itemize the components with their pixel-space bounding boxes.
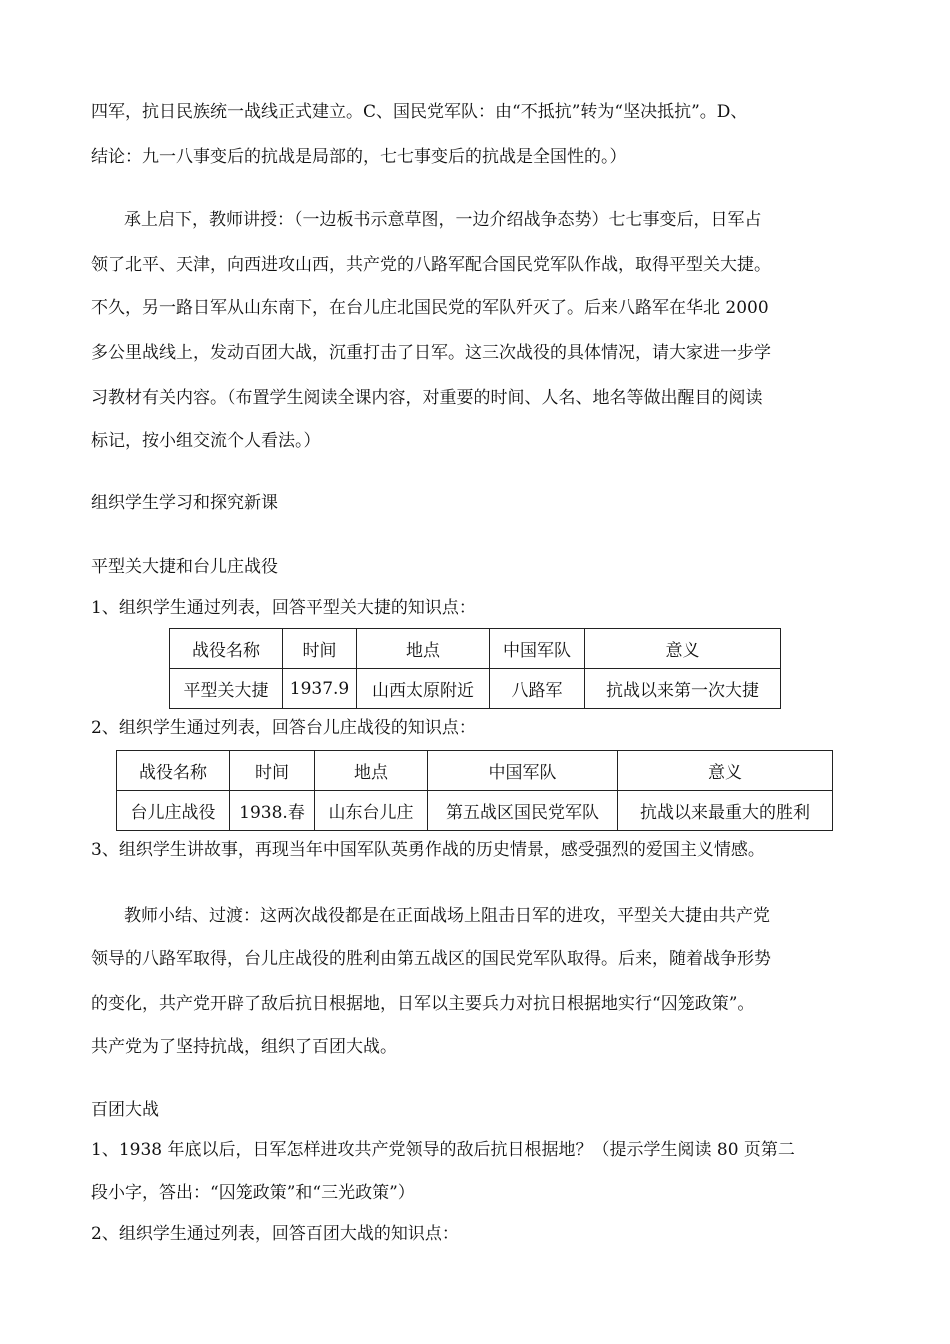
table-header-cell: 时间	[230, 751, 315, 791]
table-cell: 台儿庄战役	[117, 791, 230, 831]
table-cell: 平型关大捷	[170, 669, 283, 709]
list-item-1: 1、组织学生通过列表，回答平型关大捷的知识点：	[91, 598, 476, 618]
paragraph-line: 不久，另一路日军从山东南下，在台儿庄北国民党的军队歼灭了。后来八路军在华北 2000	[91, 298, 769, 318]
table-cell: 抗战以来第一次大捷	[585, 669, 781, 709]
table-header-row	[117, 751, 833, 791]
table-header-cell: 中国军队	[490, 629, 585, 669]
table-cell: 山东台儿庄	[315, 791, 428, 831]
table-cell: 山西太原附近	[357, 669, 490, 709]
table-cell: 1937.9	[283, 669, 357, 709]
table-row	[117, 791, 833, 831]
table-row	[170, 669, 781, 709]
pingxingguan-table	[169, 628, 781, 709]
baituan-item-1: 1、1938 年底以后，日军怎样进攻共产党领导的敌后抗日根据地？（提示学生阅读 80 页第二	[91, 1140, 795, 1160]
table-header-cell: 战役名称	[170, 629, 283, 669]
paragraph-line: 标记，按小组交流个人看法。）	[91, 431, 321, 451]
paragraph-line: 习教材有关内容。（布置学生阅读全课内容，对重要的时间、人名、地名等做出醒目的阅读	[91, 388, 763, 408]
table-header-cell: 意义	[585, 629, 781, 669]
paragraph-line: 领导的八路军取得，台儿庄战役的胜利由第五战区的国民党军队取得。后来，随着战争形势	[91, 949, 771, 969]
table-header-cell: 地点	[315, 751, 428, 791]
intro-line-2: 结论：九一八事变后的抗战是局部的，七七事变后的抗战是全国性的。）	[91, 147, 627, 167]
table-cell: 抗战以来最重大的胜利	[618, 791, 833, 831]
section-heading: 组织学生学习和探究新课	[91, 493, 278, 513]
table-header-cell: 时间	[283, 629, 357, 669]
subsection-heading-baituan: 百团大战	[91, 1100, 159, 1120]
paragraph-line: 多公里战线上，发动百团大战，沉重打击了日军。这三次战役的具体情况，请大家进一步学	[91, 343, 771, 363]
table-cell: 八路军	[490, 669, 585, 709]
paragraph-line: 承上启下，教师讲授：（一边板书示意草图，一边介绍战争态势）七七事变后，日军占	[124, 210, 762, 230]
paragraph-line: 的变化，共产党开辟了敌后抗日根据地，日军以主要兵力对抗日根据地实行“囚笼政策”。	[91, 994, 755, 1014]
list-item-2: 2、组织学生通过列表，回答台儿庄战役的知识点：	[91, 718, 476, 738]
baituan-item-2: 2、组织学生通过列表，回答百团大战的知识点：	[91, 1224, 459, 1244]
table-header-cell: 地点	[357, 629, 490, 669]
table-header-cell: 中国军队	[428, 751, 618, 791]
paragraph-line: 领了北平、天津，向西进攻山西，共产党的八路军配合国民党军队作战，取得平型关大捷。	[91, 255, 771, 275]
baituan-item-1-continued: 段小字，答出：“囚笼政策”和“三光政策”）	[91, 1183, 415, 1203]
taierzhuang-table	[116, 750, 833, 831]
table-header-cell: 战役名称	[117, 751, 230, 791]
table-cell: 第五战区国民党军队	[428, 791, 618, 831]
intro-line-1: 四军，抗日民族统一战线正式建立。C、国民党军队：由“不抵抗”转为“坚决抵抗”。D、	[91, 102, 748, 122]
list-item-3: 3、组织学生讲故事，再现当年中国军队英勇作战的历史情景，感受强烈的爱国主义情感。	[91, 840, 765, 860]
paragraph-line: 共产党为了坚持抗战，组织了百团大战。	[91, 1037, 397, 1057]
table-header-cell: 意义	[618, 751, 833, 791]
subsection-heading-pingxingguan: 平型关大捷和台儿庄战役	[91, 557, 278, 577]
table-cell: 1938.春	[230, 791, 315, 831]
paragraph-line: 教师小结、过渡：这两次战役都是在正面战场上阻击日军的进攻，平型关大捷由共产党	[124, 906, 770, 926]
table-header-row	[170, 629, 781, 669]
